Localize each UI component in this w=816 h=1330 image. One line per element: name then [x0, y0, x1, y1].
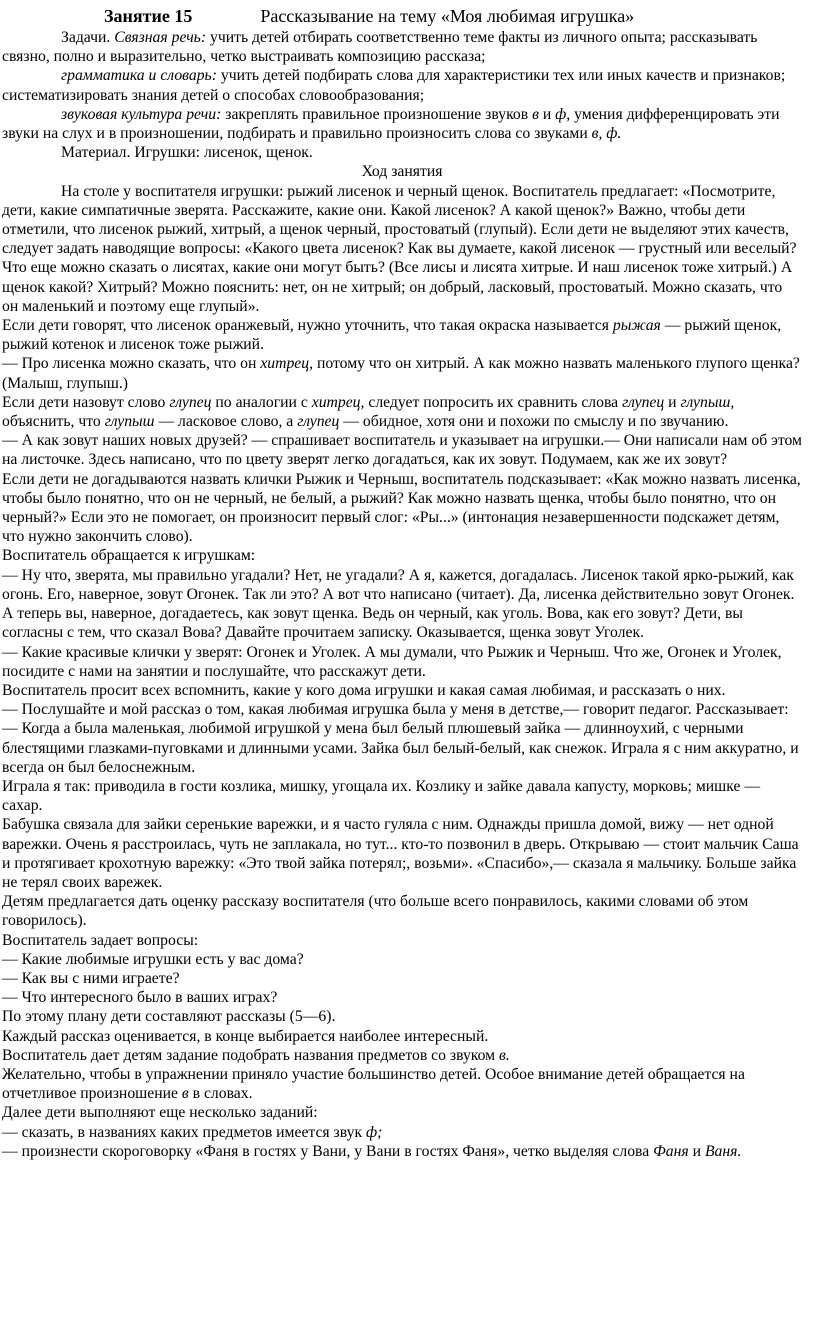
paragraph: — А как зовут наших новых друзей? — спрашивает воспитатель и указывает на игрушки.— Они написали нам об этом на листочке. Здесь написано, что по цвету зверят легко догадаться, как их зовут. Подумаем, как же их зовут?	[2, 432, 802, 469]
lesson-topic: Рассказывание на тему «Моя любимая игрушка»	[260, 6, 635, 26]
paragraph: Каждый рассказ оценивается, в конце выбирается наиболее интересный.	[2, 1027, 489, 1045]
paragraph: — Когда а была маленькая, любимой игрушкой у мена был белый плюшевый зайка — длинноухий, с черными блестящими глазками-пуговками и длинными усами. Зайка был белый-белый, как снежок. Играла я с ним аккуратно, и всегда он был белоснежным.	[2, 720, 799, 776]
paragraph: Играла я так: приводила в гости козлика, мишку, угощала их. Козлику и зайке давала капусту, морковь; мишке — сахар.	[2, 777, 761, 815]
question-item: — Что интересного было в ваших играх?	[2, 989, 278, 1007]
paragraph: Воспитатель просит всех вспомнить, какие у кого дома игрушки и какая самая любимая, и рассказать о них.	[2, 681, 726, 699]
paragraph: Далее дети выполняют еще несколько заданий:	[2, 1104, 318, 1122]
task-item: — произнести скороговорку «Фаня в гостях у Вани, у Вани в гостях Фаня», четко выделяя слова Фаня и Ваня.	[2, 1142, 742, 1160]
paragraph: Если дети говорят, что лисенок оранжевый, нужно уточнить, что такая окраска называется рыжая — рыжий щенок, рыжий котенок и лисенок тоже рыжий.	[2, 317, 782, 354]
paragraph: Воспитатель задает вопросы:	[2, 931, 199, 949]
paragraph: Детям предлагается дать оценку рассказу воспитателя (что больше всего понравилось, какими словами об этом говорилось).	[2, 893, 749, 930]
title-line	[2, 4, 802, 28]
question-item: — Какие любимые игрушки есть у вас дома?	[2, 950, 304, 968]
task-speech: Задачи. Связная речь: учить детей отбирать соответственно теме факты из личного опыта; рассказывать связно, полно и выразительно, четко выстраивать композицию рассказа;	[2, 29, 758, 66]
paragraph: Если дети не догадываются назвать клички Рыжик и Черныш, воспитатель подсказывает: «Как можно назвать лисенка, чтобы было понятно, что он не черный, не белый, а рыжий? Как можно назвать щенка, чтобы было понятно, что он черный?» Если это не помогает, он произносит первый слог: «Ры...» (интонация незавершенности подскажет детям, что нужно закончить слово).	[2, 470, 801, 546]
material-line: Материал. Игрушки: лисенок, щенок.	[61, 144, 313, 162]
paragraph: — Про лисенка можно сказать, что он хитрец, потому что он хитрый. А как можно назвать маленького глупого щенка? (Малыш, глупыш.)	[2, 355, 800, 392]
course-heading: Ход занятия	[361, 163, 443, 181]
paragraph: По этому плану дети составляют рассказы (5—6).	[2, 1008, 336, 1026]
paragraph: — Послушайте и мой рассказ о том, какая любимая игрушка была у меня в детстве,— говорит педагог. Рассказывает:	[2, 701, 789, 719]
paragraph: — Какие красивые клички у зверят: Огонек и Уголек. А мы думали, что Рыжик и Черныш. Что же, Огонек и Уголек, посидите с нами на занятии и послушайте, что расскажут дети.	[2, 643, 782, 680]
lesson-number: Занятие 15	[104, 6, 193, 26]
task-item: — сказать, в названиях каких предметов имеется звук ф;	[2, 1123, 383, 1141]
paragraph: Желательно, чтобы в упражнении приняло участие большинство детей. Особое внимание детей обращается на отчетливое произношение в в словах.	[2, 1065, 745, 1103]
task-grammar: грамматика и словарь: учить детей подбирать слова для характеристики тех или иных качеств и признаков; систематизировать знания детей о способах словообразования;	[2, 67, 786, 104]
paragraph: Если дети назовут слово глупец по аналогии с хитрец, следует попросить их сравнить слова глупец и глупыш, объяснить, что глупыш — ласковое слово, а глупец — обидное, хотя они и похожи по смыслу и по звучанию.	[2, 393, 735, 431]
question-item: — Как вы с ними играете?	[2, 969, 180, 987]
paragraph: Воспитатель обращается к игрушкам:	[2, 547, 256, 565]
paragraph: Бабушка связала для зайки серенькие варежки, и я часто гуляла с ним. Однажды пришла домой, вижу — нет одной варежки. Очень я расстроилась, чуть не заплакала, но тут... кто-то позвонил в дверь. Открываю — стоит мальчик Саша и протягивает крохотную варежку: «Это твой зайка потерял;, возьми». «Спасибо»,— сказала я мальчику. Больше зайка не терял своих варежек.	[2, 816, 799, 891]
paragraph: На столе у воспитателя игрушки: рыжий лисенок и черный щенок. Воспитатель предлагает: «Посмотрите, дети, какие симпатичные зверята. Расскажите, какие они. Какой лисенок? А какой щенок?» Важно, чтобы дети отметили, что лисенок рыжий, хитрый, а щенок черный, простоватый (глупый). Если дети не выделяют этих качеств, следует задать наводящие вопросы: «Какого цвета лисенок? Как вы думаете, какой лисенок — грустный или веселый? Что еще можно сказать о лисятах, какие они могут быть? (Все лисы и лисята хитрые. И наш лисенок тоже хитрый.) А щенок какой? Хитрый? Можно пояснить: нет, он не хитрый; он добрый, ласковый, простоватый. Можно сказать, что он маленький и поэтому еще глупый».	[2, 182, 797, 315]
paragraph: — Ну что, зверята, мы правильно угадали? Нет, не угадали? А я, кажется, догадалась. Лисенок такой ярко-рыжий, как огонь. Его, наверное, зовут Огонек. Так ли это? А вот что написано (читает). Да, лисенка действительно зовут Огонек. А теперь вы, наверное, догадаетесь, как зовут щенка. Ведь он черный, как уголь. Вова, как его зовут? Дети, вы согласны с тем, что сказал Вова? Давайте прочитаем записку. Оказывается, щенка зовут Уголек.	[2, 566, 795, 642]
paragraph: Воспитатель дает детям задание подобрать названия предметов со звуком в.	[2, 1046, 510, 1064]
task-sound: звуковая культура речи: закреплять правильное произношение звуков в и ф, умения дифференцировать эти звуки на слух и в произношении, подбирать и правильно произносить слова со звуками в, ф.	[2, 105, 780, 143]
